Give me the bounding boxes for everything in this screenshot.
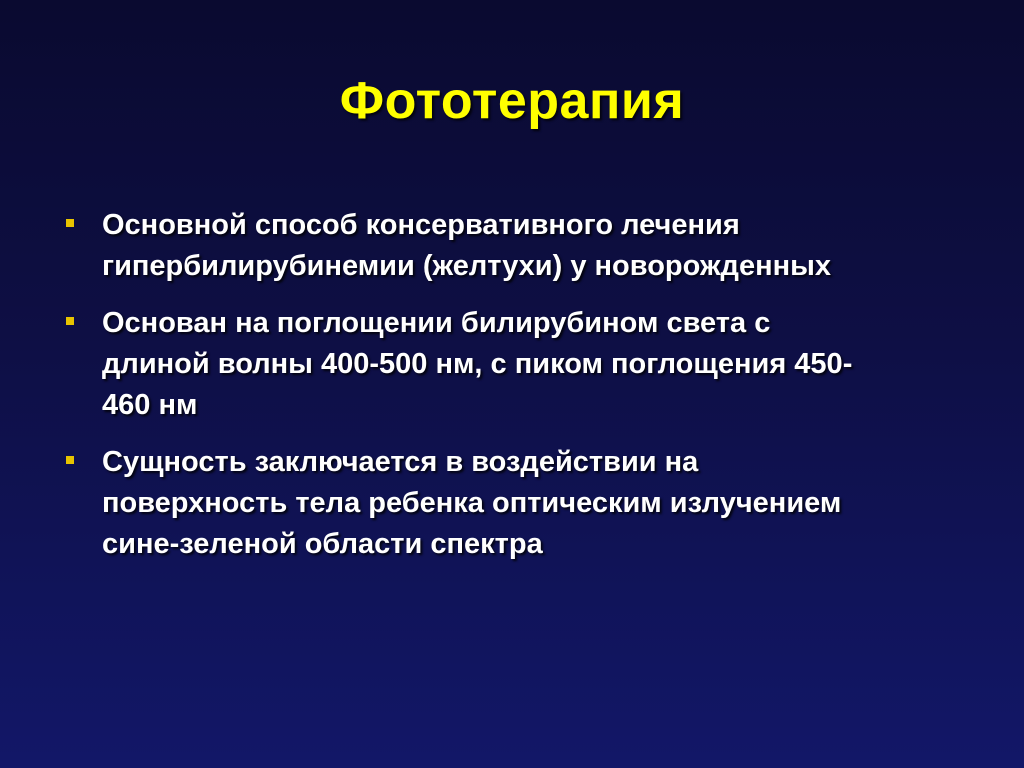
bullet-line: длиной волны 400-500 нм, с пиком поглощения 450-	[102, 348, 853, 380]
bullet-text	[102, 205, 994, 287]
square-bullet-icon	[66, 219, 74, 227]
bullet-list	[64, 205, 994, 581]
bullet-line: 460 нм	[102, 389, 198, 421]
slide-title: Фототерапия	[339, 72, 685, 130]
bullet-text	[102, 303, 994, 426]
bullet-item	[64, 303, 994, 426]
bullet-item	[64, 442, 994, 565]
square-bullet-icon	[66, 317, 74, 325]
bullet-line: сине-зеленой области спектра	[102, 528, 543, 560]
bullet-line: поверхность тела ребенка оптическим излучением	[102, 487, 842, 519]
bullet-line: Основной способ консервативного лечения	[102, 209, 740, 241]
bullet-line: Основан на поглощении билирубином света с	[102, 307, 771, 339]
bullet-text	[102, 442, 994, 565]
bullet-line: Сущность заключается в воздействии на	[102, 446, 699, 478]
bullet-line: гипербилирубинемии (желтухи) у новорожденных	[102, 250, 831, 282]
square-bullet-icon	[66, 456, 74, 464]
bullet-item	[64, 205, 994, 287]
